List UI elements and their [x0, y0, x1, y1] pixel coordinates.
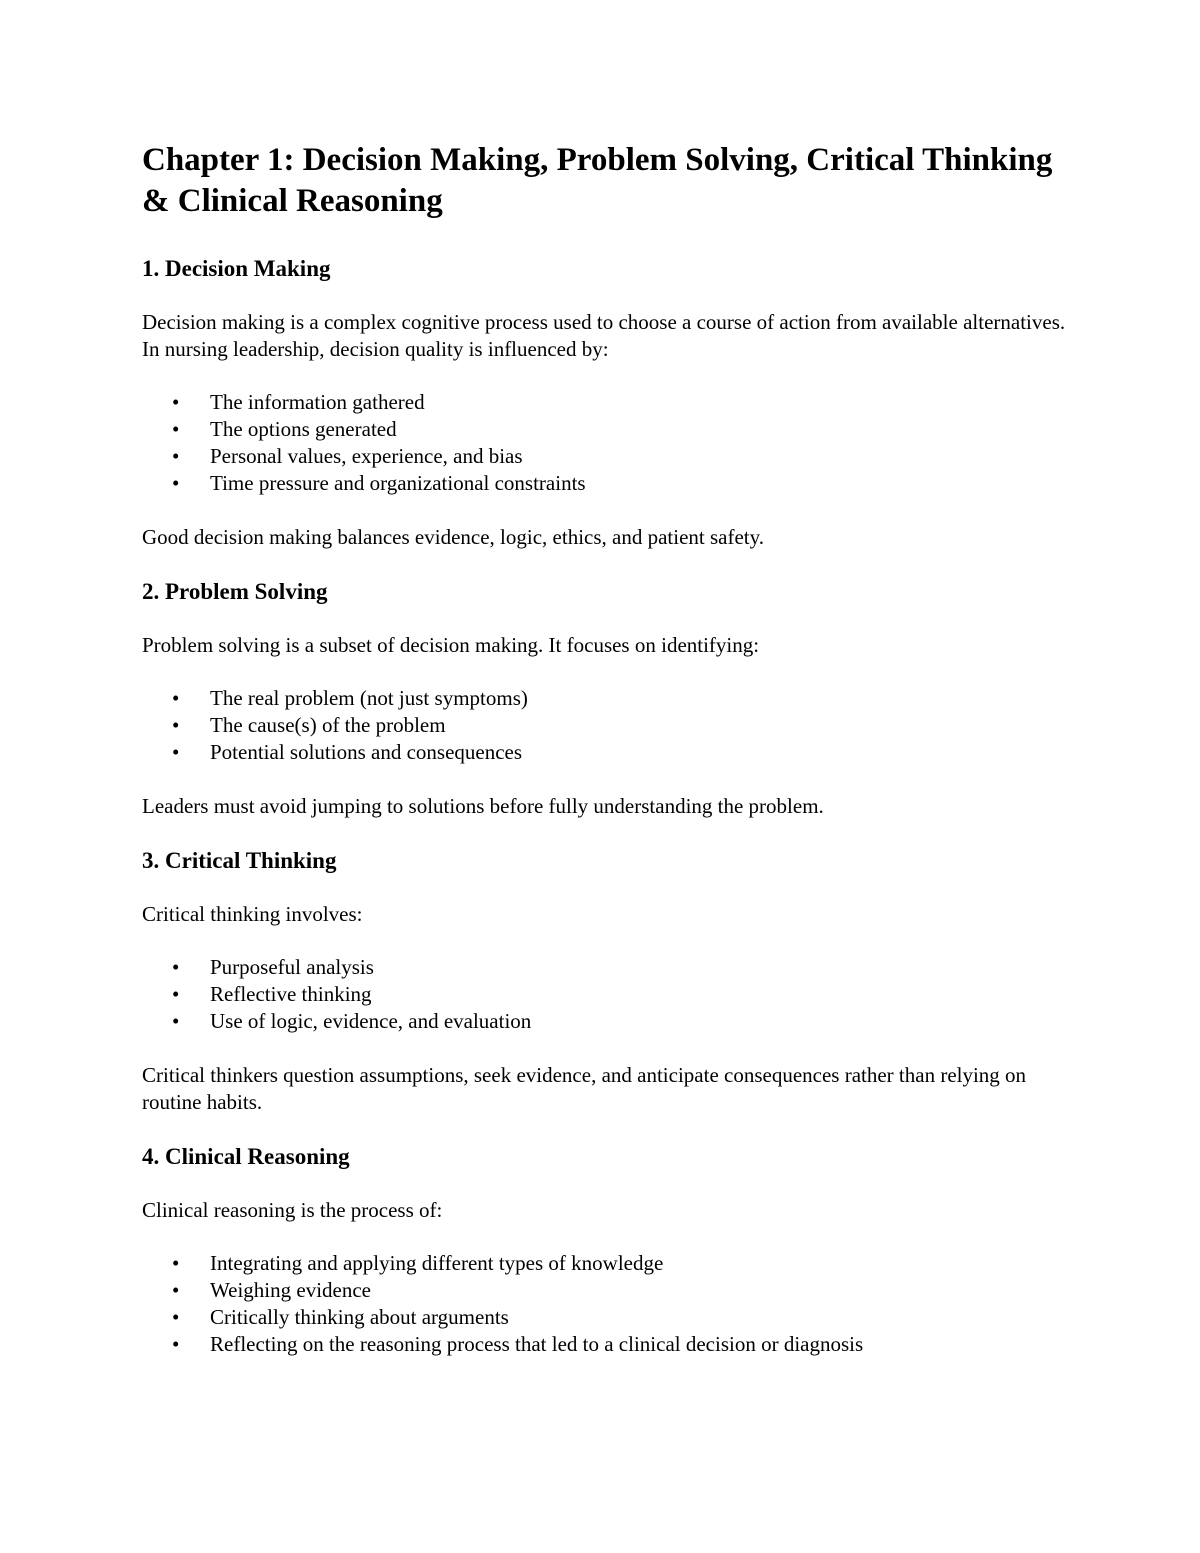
list-item — [142, 1250, 1072, 1277]
list-item — [142, 712, 1072, 739]
bullet-icon: • — [172, 686, 180, 710]
section-closing: Critical thinkers question assumptions, seek evidence, and anticipate consequences rather than relying on routine habits. — [142, 1063, 1027, 1114]
section-intro: Problem solving is a subset of decision making. It focuses on identifying: — [142, 633, 760, 657]
document-page — [142, 140, 1072, 1385]
bullet-icon: • — [172, 740, 180, 764]
bullet-list — [142, 954, 1072, 1035]
bullet-icon: • — [172, 955, 180, 979]
bullet-icon: • — [172, 1332, 180, 1356]
list-item — [142, 1304, 1072, 1331]
list-item-text: Reflective thinking — [210, 982, 372, 1006]
list-item-text: The cause(s) of the problem — [210, 713, 446, 737]
bullet-icon: • — [172, 471, 180, 495]
section-heading: 3. Critical Thinking — [142, 848, 337, 873]
section-closing: Leaders must avoid jumping to solutions before fully understanding the problem. — [142, 794, 824, 818]
section-problem-solving — [142, 578, 1072, 820]
bullet-icon: • — [172, 713, 180, 737]
list-item-text: Critically thinking about arguments — [210, 1305, 509, 1329]
list-item — [142, 981, 1072, 1008]
section-intro: Decision making is a complex cognitive process used to choose a course of action from available alternatives. In nursing leadership, decision quality is influenced by: — [142, 310, 1066, 361]
list-item — [142, 443, 1072, 470]
list-item — [142, 416, 1072, 443]
bullet-icon: • — [172, 1009, 180, 1033]
bullet-icon: • — [172, 1251, 180, 1275]
list-item-text: Use of logic, evidence, and evaluation — [210, 1009, 532, 1033]
section-intro: Critical thinking involves: — [142, 902, 363, 926]
list-item — [142, 685, 1072, 712]
bullet-icon: • — [172, 1305, 180, 1329]
list-item — [142, 1277, 1072, 1304]
list-item-text: The information gathered — [210, 390, 425, 414]
list-item-text: Reflecting on the reasoning process that led to a clinical decision or diagnosis — [210, 1332, 864, 1356]
list-item — [142, 954, 1072, 981]
list-item-text: Weighing evidence — [210, 1278, 371, 1302]
document-title: Chapter 1: Decision Making, Problem Solving, Critical Thinking & Clinical Reasoning — [142, 142, 1053, 219]
bullet-icon: • — [172, 444, 180, 468]
section-decision-making — [142, 255, 1072, 551]
list-item-text: Integrating and applying different types of knowledge — [210, 1251, 664, 1275]
list-item-text: Potential solutions and consequences — [210, 740, 523, 764]
list-item-text: The options generated — [210, 417, 397, 441]
bullet-list — [142, 685, 1072, 766]
list-item-text: Purposeful analysis — [210, 955, 374, 979]
section-heading: 4. Clinical Reasoning — [142, 1144, 350, 1169]
section-heading: 2. Problem Solving — [142, 579, 328, 604]
bullet-list — [142, 389, 1072, 497]
list-item-text: The real problem (not just symptoms) — [210, 686, 528, 710]
section-critical-thinking — [142, 847, 1072, 1116]
bullet-icon: • — [172, 1278, 180, 1302]
list-item — [142, 1008, 1072, 1035]
list-item — [142, 389, 1072, 416]
section-clinical-reasoning — [142, 1143, 1072, 1358]
section-heading: 1. Decision Making — [142, 256, 331, 281]
list-item — [142, 1331, 1072, 1358]
bullet-icon: • — [172, 982, 180, 1006]
list-item — [142, 470, 1072, 497]
list-item — [142, 739, 1072, 766]
list-item-text: Time pressure and organizational constraints — [210, 471, 586, 495]
bullet-icon: • — [172, 417, 180, 441]
bullet-icon: • — [172, 390, 180, 414]
section-intro: Clinical reasoning is the process of: — [142, 1198, 443, 1222]
list-item-text: Personal values, experience, and bias — [210, 444, 523, 468]
section-closing: Good decision making balances evidence, logic, ethics, and patient safety. — [142, 525, 765, 549]
bullet-list — [142, 1250, 1072, 1358]
